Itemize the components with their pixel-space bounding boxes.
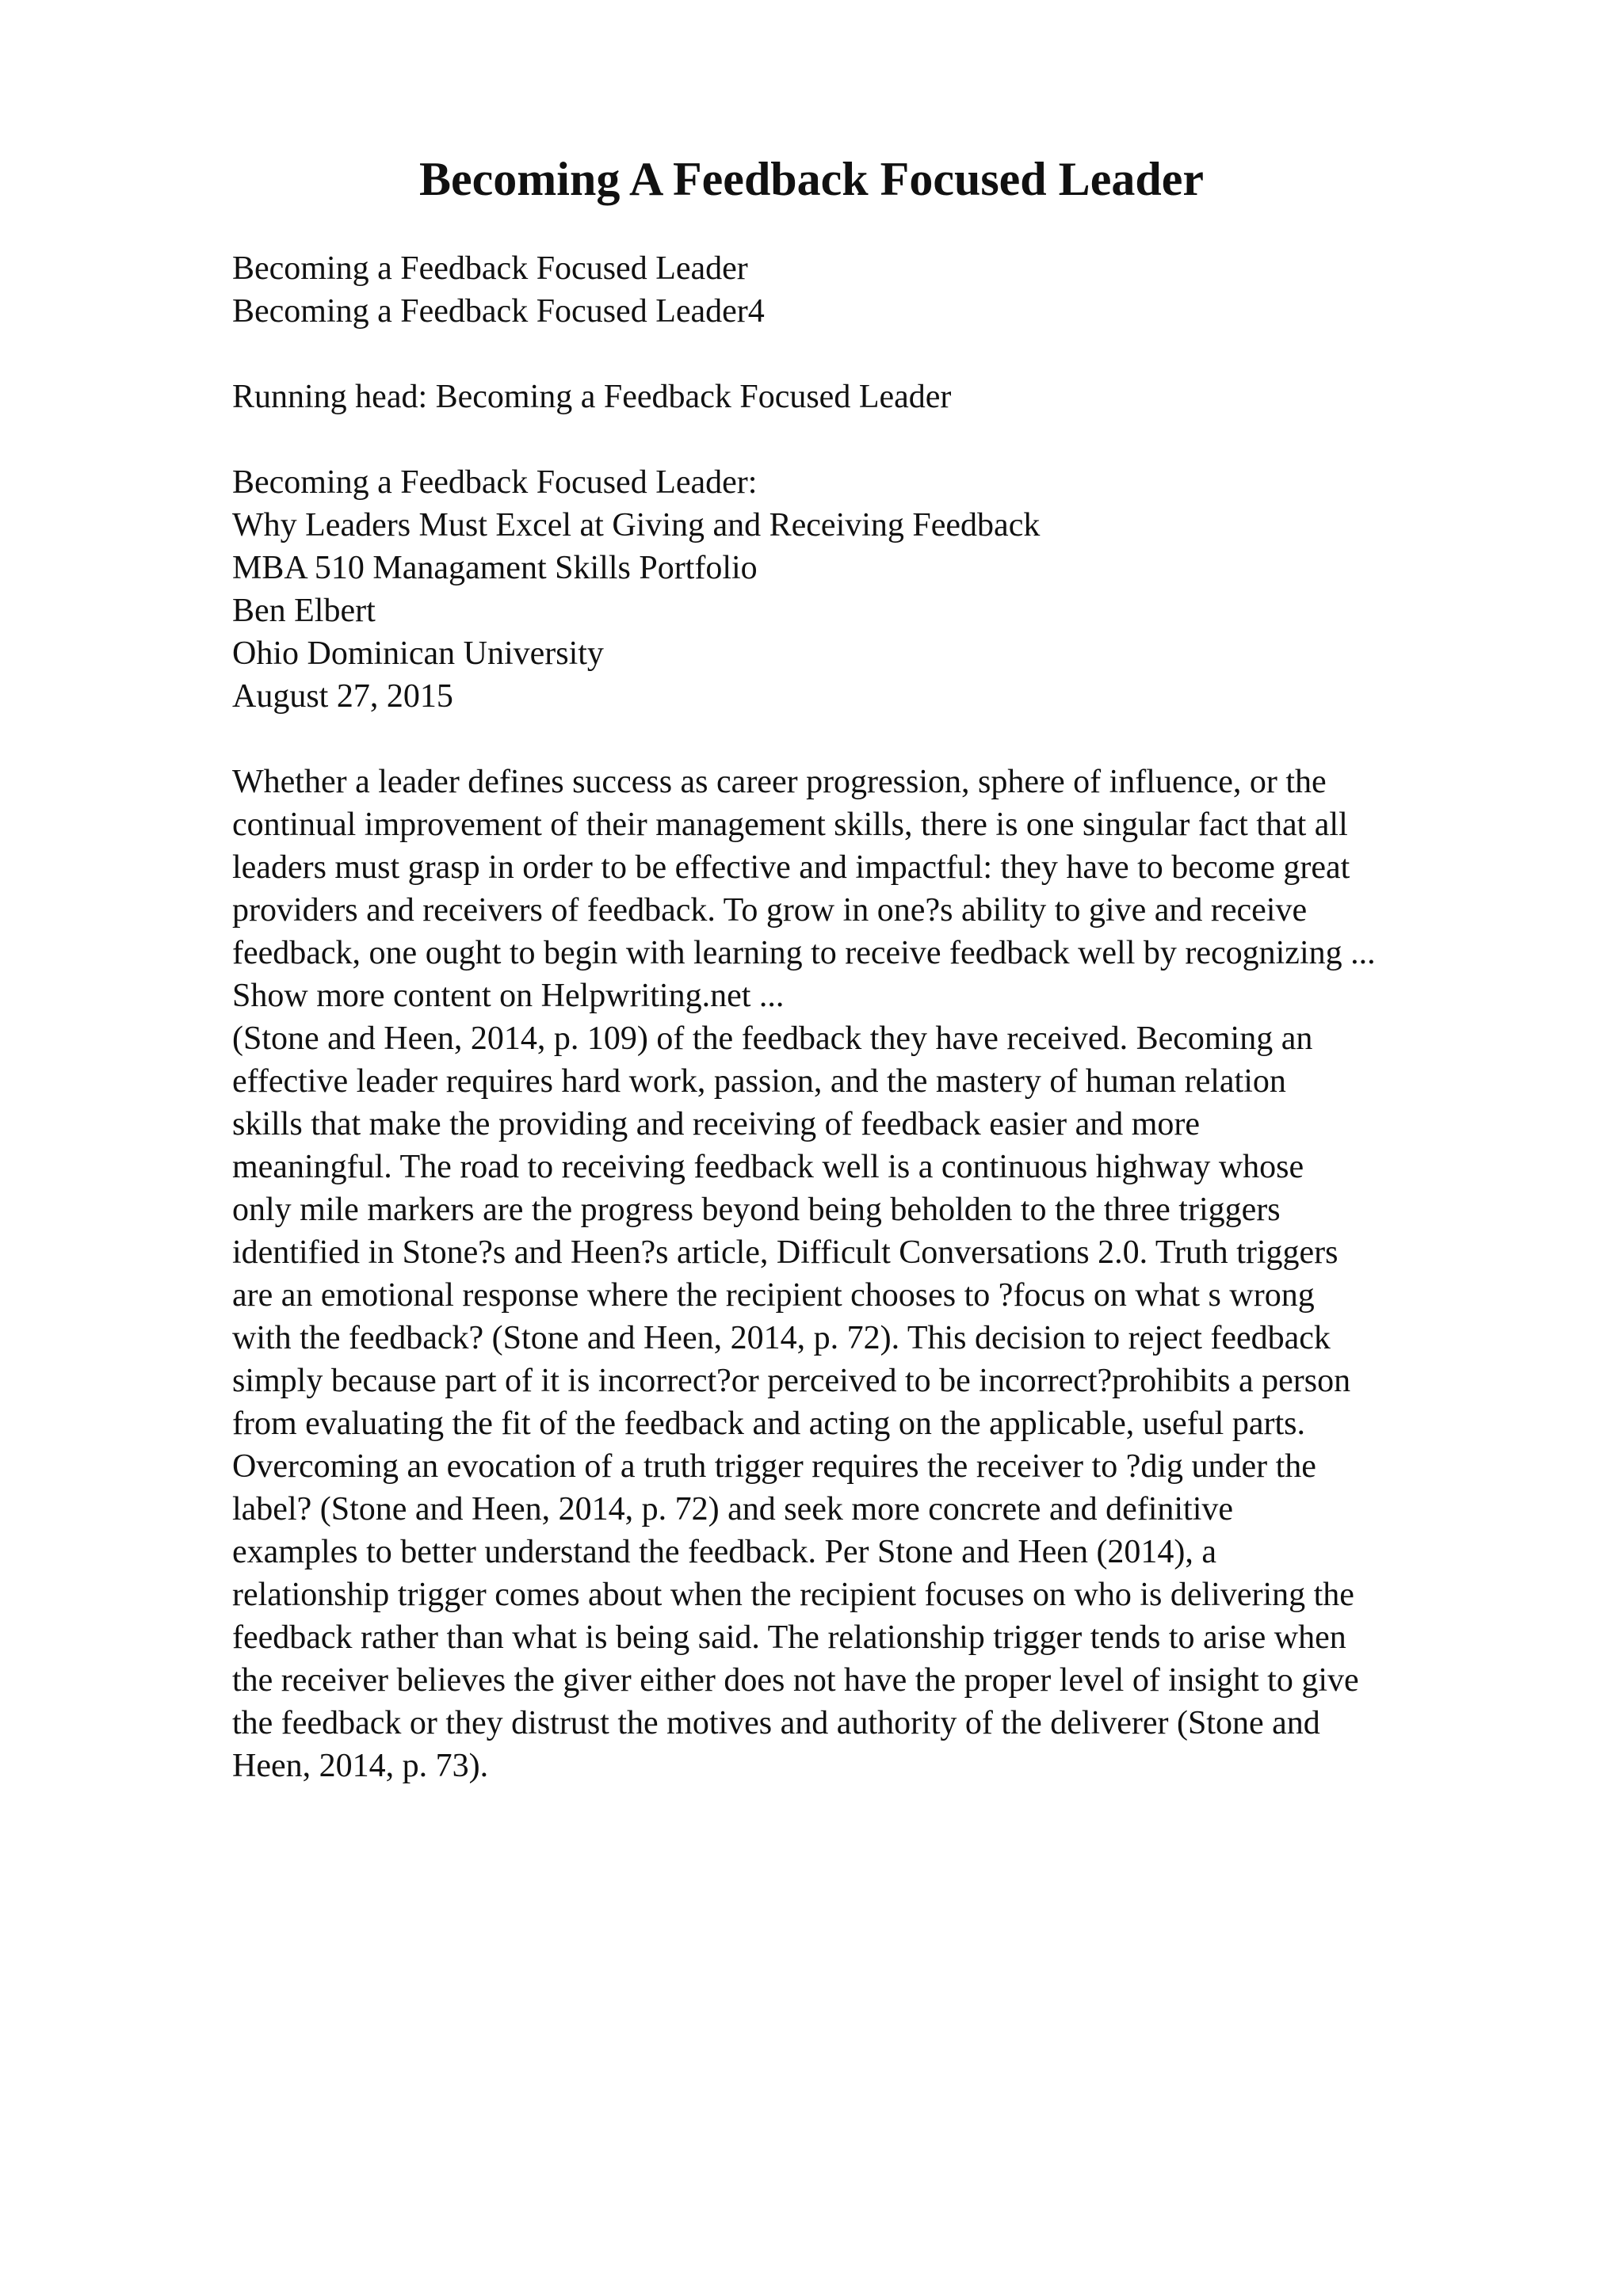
- body-line: (Stone and Heen, 2014, p. 109) of the feedback they have received. Becoming an: [232, 1020, 1313, 1057]
- paper-title-line: Becoming a Feedback Focused Leader:: [232, 464, 758, 501]
- institution-line: Ohio Dominican University: [232, 635, 604, 672]
- header-line: Becoming a Feedback Focused Leader: [232, 250, 748, 287]
- body-line: Whether a leader defines success as career progression, sphere of influence, or the: [232, 764, 1327, 800]
- body-text: [232, 761, 1532, 1787]
- spacer: [232, 418, 1532, 461]
- body-line: examples to better understand the feedback. Per Stone and Heen (2014), a: [232, 1534, 1217, 1570]
- document-title: Becoming A Feedback Focused Leader: [419, 153, 1204, 205]
- body-line: from evaluating the fit of the feedback and acting on the applicable, useful parts.: [232, 1405, 1305, 1442]
- spacer: [232, 333, 1532, 376]
- body-line: label? (Stone and Heen, 2014, p. 72) and seek more concrete and definitive: [232, 1491, 1234, 1527]
- body-line: effective leader requires hard work, passion, and the mastery of human relation: [232, 1063, 1286, 1100]
- body-line: simply because part of it is incorrect?or perceived to be incorrect?prohibits a person: [232, 1363, 1351, 1399]
- body-line: with the feedback? (Stone and Heen, 2014, p. 72). This decision to reject feedback: [232, 1320, 1331, 1356]
- body-line: Overcoming an evocation of a truth trigger requires the receiver to ?dig under the: [232, 1448, 1316, 1485]
- body-line: skills that make the providing and receiving of feedback easier and more: [232, 1106, 1201, 1142]
- paper-subtitle-line: Why Leaders Must Excel at Giving and Receiving Feedback: [232, 507, 1041, 543]
- date-line: August 27, 2015: [232, 678, 453, 715]
- body-line: providers and receivers of feedback. To grow in one?s ability to give and receive: [232, 892, 1308, 929]
- spacer: [232, 718, 1532, 761]
- document-content: [232, 247, 1532, 1787]
- author-line: Ben Elbert: [232, 593, 376, 629]
- body-line: meaningful. The road to receiving feedback well is a continuous highway whose: [232, 1149, 1304, 1185]
- show-more-line: Show more content on Helpwriting.net ...: [232, 978, 785, 1014]
- body-line: Heen, 2014, p. 73).: [232, 1748, 489, 1784]
- body-line: the receiver believes the giver either does not have the proper level of insight to give: [232, 1662, 1359, 1699]
- body-line: continual improvement of their management skills, there is one singular fact that all: [232, 807, 1348, 843]
- body-line: relationship trigger comes about when the recipient focuses on who is delivering the: [232, 1577, 1354, 1613]
- course-line: MBA 510 Managament Skills Portfolio: [232, 550, 758, 586]
- body-line: are an emotional response where the recipient chooses to ?focus on what s wrong: [232, 1277, 1315, 1314]
- body-line: only mile markers are the progress beyond being beholden to the three triggers: [232, 1192, 1281, 1228]
- running-head: Running head: Becoming a Feedback Focused Leader: [232, 379, 952, 415]
- body-line: feedback, one ought to begin with learning to receive feedback well by recognizing ...: [232, 935, 1376, 971]
- body-line: identified in Stone?s and Heen?s article, Difficult Conversations 2.0. Truth triggers: [232, 1234, 1338, 1271]
- body-line: leaders must grasp in order to be effective and impactful: they have to become great: [232, 849, 1350, 886]
- header-line: Becoming a Feedback Focused Leader4: [232, 293, 765, 330]
- body-line: the feedback or they distrust the motives and authority of the deliverer (Stone and: [232, 1705, 1320, 1741]
- title-block: [232, 461, 1532, 718]
- body-line: feedback rather than what is being said. The relationship trigger tends to arise when: [232, 1619, 1346, 1656]
- header-lines: [232, 247, 1532, 333]
